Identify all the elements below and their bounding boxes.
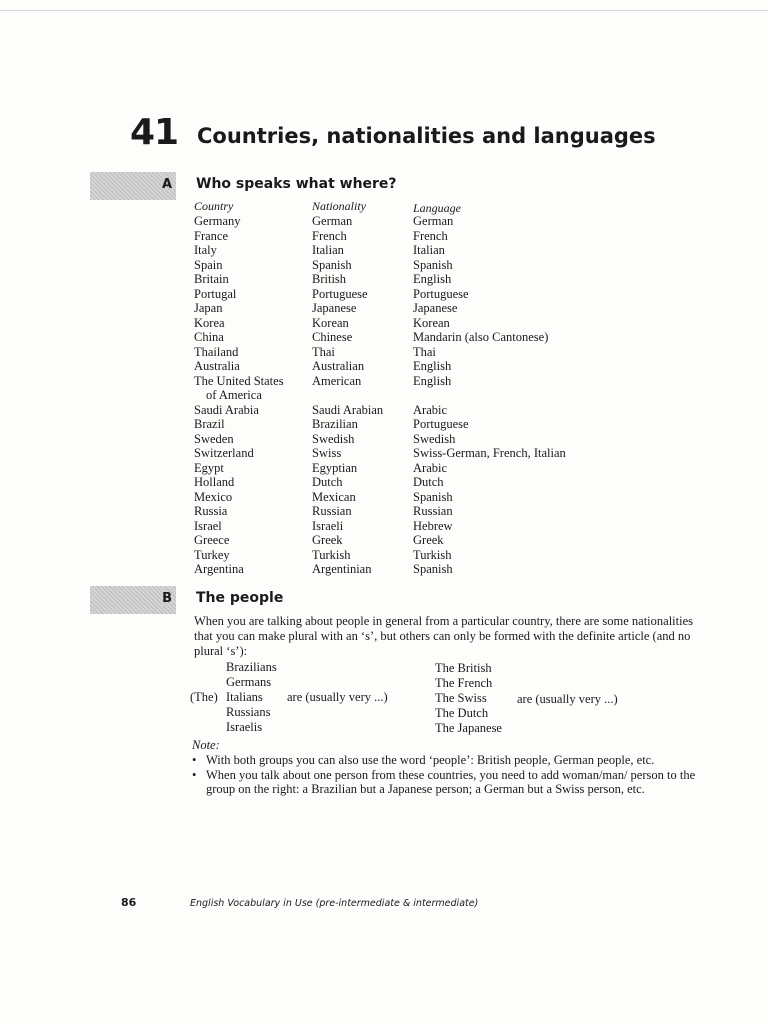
- language-cell: Italian: [413, 243, 445, 257]
- footer-book-title: English Vocabulary in Use (pre-intermediate & intermediate): [190, 898, 479, 909]
- bullet-icon: •: [192, 753, 197, 767]
- language-cell: Greek: [413, 533, 444, 547]
- language-cell: Spanish: [413, 562, 453, 576]
- language-cell: Thai: [413, 344, 436, 359]
- country-cell: Japan: [194, 301, 223, 315]
- section-a-letter: A: [161, 177, 172, 192]
- nationality-cell: Chinese: [312, 330, 353, 344]
- language-cell: French: [413, 228, 448, 243]
- column-header-nationality: Nationality: [312, 199, 366, 213]
- language-cell: Mandarin (also Cantonese): [413, 330, 549, 344]
- language-cell: English: [413, 272, 452, 286]
- country-cell: Sweden: [194, 431, 234, 446]
- language-cell: Hebrew: [413, 518, 453, 533]
- language-cell: Swedish: [413, 431, 456, 446]
- language-cell: Dutch: [413, 475, 444, 489]
- predicate-left: are (usually very ...): [287, 690, 388, 704]
- language-cell: German: [413, 214, 454, 228]
- section-b-tab: [90, 586, 176, 614]
- country-cell: Germany: [194, 214, 241, 228]
- column-header-language: Language: [413, 201, 461, 215]
- language-cell: Japanese: [413, 301, 458, 315]
- definite-nationality: The Swiss: [435, 691, 487, 705]
- language-cell: Turkish: [413, 547, 452, 562]
- nationality-cell: Israeli: [312, 518, 344, 533]
- country-cell: China: [194, 330, 224, 344]
- definite-nationality: The Japanese: [435, 721, 502, 735]
- section-a-tab: [90, 172, 176, 200]
- country-cell: Turkey: [194, 547, 230, 562]
- language-cell: Spanish: [413, 489, 453, 504]
- nationality-cell: Korean: [312, 315, 349, 330]
- country-cell: Saudi Arabia: [194, 402, 259, 417]
- definite-nationality: The British: [435, 661, 492, 675]
- column-header-country: Country: [194, 199, 234, 213]
- section-a-heading: Who speaks what where?: [196, 176, 397, 192]
- note-item: [192, 768, 722, 796]
- country-cell: Mexico: [194, 489, 233, 504]
- nationality-cell: Australian: [312, 359, 365, 373]
- nationality-cell: French: [312, 228, 347, 243]
- note-list: [192, 753, 722, 797]
- country-cell: Spain: [194, 257, 223, 272]
- nationality-cell: Brazilian: [312, 417, 358, 431]
- country-cell: Portugal: [194, 286, 237, 301]
- optional-article: (The): [190, 690, 218, 704]
- nationality-cell: American: [312, 373, 362, 388]
- country-cell: Holland: [194, 475, 235, 489]
- language-cell: Korean: [413, 315, 450, 330]
- section-b-heading: The people: [196, 590, 284, 606]
- country-cell: Greece: [194, 533, 230, 547]
- language-cell: Portuguese: [413, 417, 469, 431]
- country-cell: Argentina: [194, 562, 244, 576]
- country-cell: Brazil: [194, 417, 225, 431]
- note-text: When you talk about one person from these countries, you need to add woman/man/ person to the group on the right: a Brazilian but a Japanese person; a German but a Swiss person, etc.: [206, 768, 696, 796]
- country-cell: Italy: [194, 243, 217, 257]
- bullet-icon: •: [192, 768, 197, 782]
- language-cell: Portuguese: [413, 286, 469, 301]
- country-cell: Korea: [194, 315, 225, 330]
- page-top-rule: [0, 10, 768, 11]
- unit-title: Countries, nationalities and languages: [197, 124, 656, 148]
- plural-nationality: Russians: [226, 705, 271, 719]
- plural-nationality: Italians: [226, 690, 263, 704]
- country-cell: Egypt: [194, 460, 224, 475]
- note-label: Note:: [192, 738, 220, 752]
- country-cell: Thailand: [194, 344, 239, 359]
- language-cell: Swiss-German, French, Italian: [413, 446, 566, 460]
- language-cell: Russian: [413, 504, 453, 518]
- section-b-intro: When you are talking about people in general from a particular country, there are some nationalities that you can make plural with an ‘s’, but others can only be formed with the definite article (and no plural ‘s’):: [194, 614, 693, 658]
- country-cell: of America: [206, 388, 262, 402]
- country-cell: Australia: [194, 359, 240, 373]
- language-cell: Arabic: [413, 460, 448, 475]
- nationality-cell: Dutch: [312, 475, 343, 489]
- country-cell: Russia: [194, 504, 228, 518]
- predicate-right: are (usually very ...): [517, 692, 618, 706]
- plural-nationality: Germans: [226, 675, 272, 689]
- nationality-cell: Argentinian: [312, 562, 372, 576]
- country-cell: Britain: [194, 272, 229, 286]
- section-b-letter: B: [162, 591, 172, 606]
- definite-nationality: The Dutch: [435, 706, 489, 720]
- country-cell: Switzerland: [194, 446, 254, 460]
- country-cell: Israel: [194, 518, 222, 533]
- nationality-cell: Greek: [312, 533, 343, 547]
- nationality-cell: Portuguese: [312, 286, 368, 301]
- note-item: [192, 753, 722, 767]
- language-cell: English: [413, 373, 452, 388]
- nationality-cell: Japanese: [312, 301, 357, 315]
- country-cell: The United States: [194, 373, 284, 388]
- nationality-cell: British: [312, 272, 347, 286]
- country-cell: France: [194, 228, 229, 243]
- nationality-cell: Swiss: [312, 446, 342, 460]
- nationality-cell: Mexican: [312, 489, 356, 504]
- nationality-cell: Italian: [312, 243, 344, 257]
- note-text: With both groups you can also use the word ‘people’: British people, German people, etc.: [206, 753, 655, 767]
- nationality-cell: Saudi Arabian: [312, 402, 384, 417]
- nationality-cell: Spanish: [312, 257, 352, 272]
- plural-nationality: Israelis: [226, 720, 263, 734]
- nationality-cell: German: [312, 214, 353, 228]
- language-cell: Spanish: [413, 257, 453, 272]
- unit-number: 41: [130, 112, 179, 153]
- language-cell: English: [413, 359, 452, 373]
- page-number: 86: [121, 896, 137, 909]
- nationality-cell: Turkish: [312, 547, 351, 562]
- nationality-cell: Egyptian: [312, 460, 358, 475]
- definite-nationality: The French: [435, 676, 493, 690]
- nationality-cell: Russian: [312, 504, 352, 518]
- nationality-cell: Thai: [312, 344, 335, 359]
- plural-nationality: Brazilians: [226, 660, 277, 674]
- nationality-cell: Swedish: [312, 431, 355, 446]
- language-cell: Arabic: [413, 402, 448, 417]
